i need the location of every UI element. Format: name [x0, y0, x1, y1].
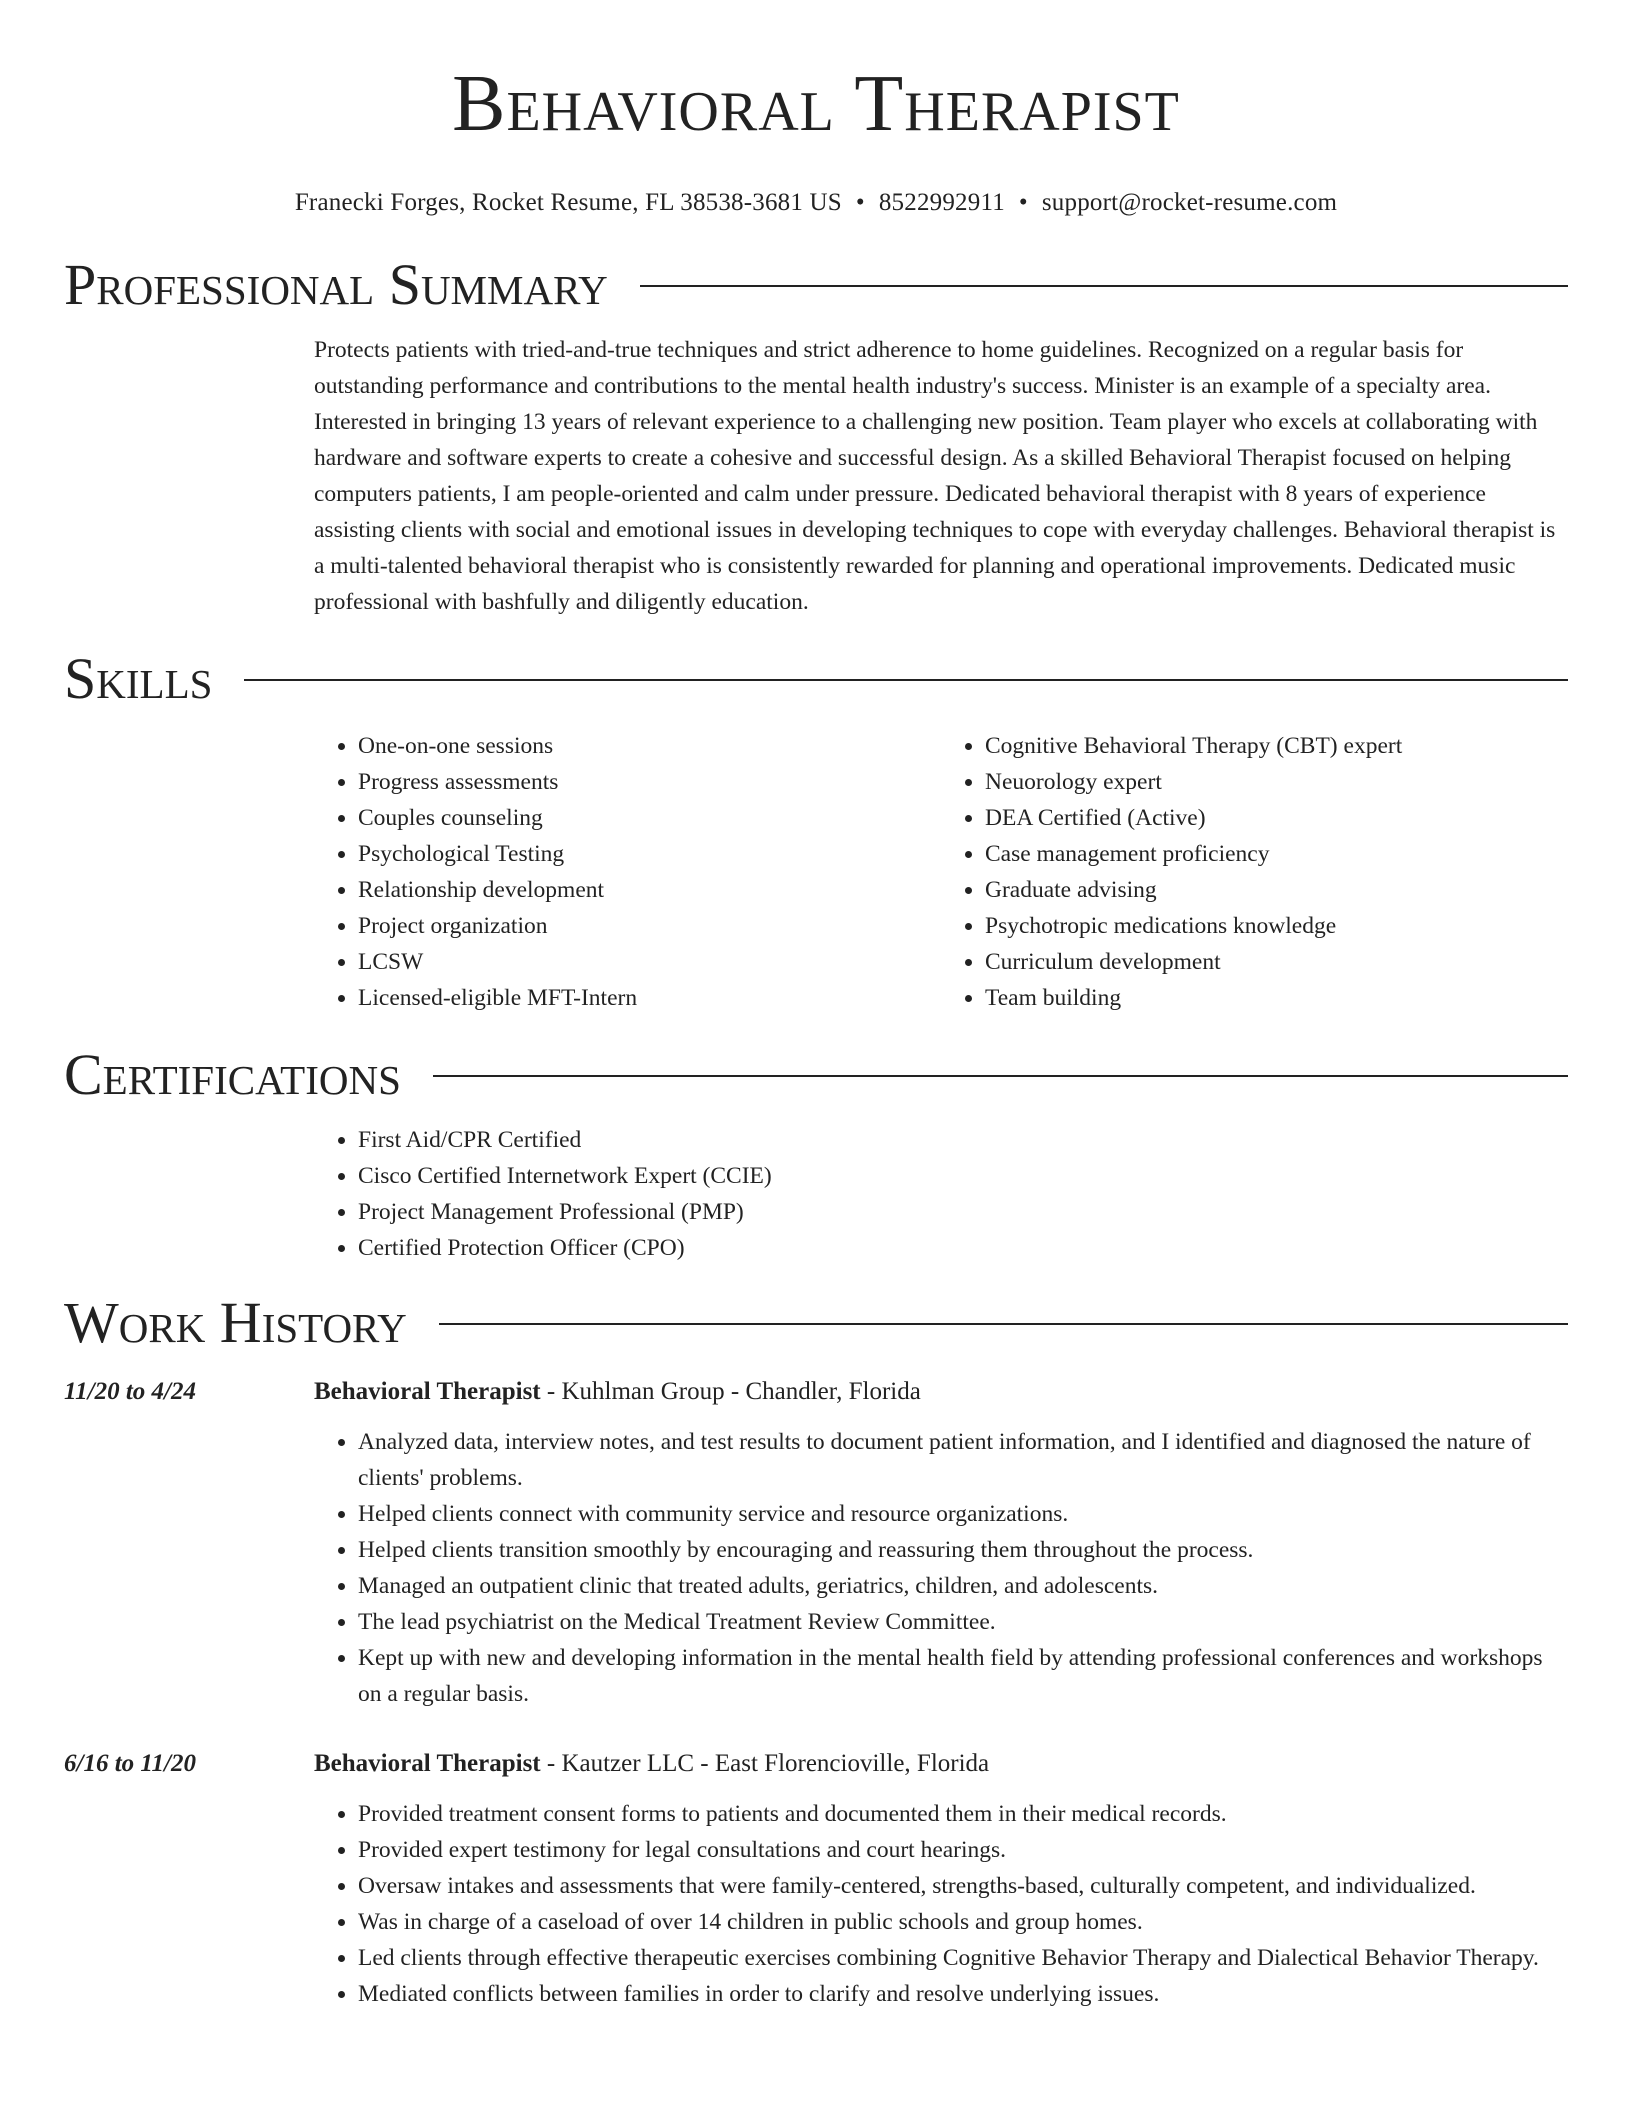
skill-item: • One-on-one sessions [358, 728, 941, 764]
certification-item: • Cisco Certified Internetwork Expert (CCIE) [358, 1158, 1568, 1194]
skill-item: • Team building [985, 980, 1568, 1016]
skills-list-right [941, 728, 1568, 1016]
contact-email: support@rocket-resume.com [1041, 189, 1338, 216]
summary-text: Protects patients with tried-and-true techniques and strict adherence to home guidelines. Recognized on a regular basis for outstanding performance and contributions to the mental health industry's success. Minister is an example of a specialty area. Interested in bringing 13 years of relevant experience to a challenging new position. Team player who excels at collaborating with hardware and software experts to create a cohesive and successful design. As a skilled Behavioral Therapist focused on helping computers patients, I am people-oriented and calm under pressure. Dedicated behavioral therapist with 8 years of experience assisting clients with social and emotional issues in developing techniques to cope with everyday challenges. Behavioral therapist is a multi-talented behavioral therapist who is consistently rewarded for planning and operational improvements. Dedicated music professional with bashfully and diligently education. [314, 337, 1556, 615]
job-details: - Kuhlman Group - Chandler, Florida [540, 1378, 921, 1405]
section-rule [433, 1075, 1568, 1077]
job-duty-item: • Analyzed data, interview notes, and test results to document patient information, and I identified and diagnosed the nature of clients' problems. [358, 1424, 1568, 1496]
section-title-work-history: Work History [64, 1290, 407, 1355]
resume-title: Behavioral Therapist [452, 60, 1180, 148]
section-rule [439, 1323, 1568, 1325]
section-header-work-history [64, 1290, 1568, 1356]
job-header [64, 1374, 1568, 1410]
job-duty-item: • Managed an outpatient clinic that treated adults, geriatrics, children, and adolescents. [358, 1568, 1568, 1604]
job-header [64, 1746, 1568, 1782]
job-duty-item: • Provided treatment consent forms to patients and documented them in their medical records. [358, 1796, 1568, 1832]
skill-item: • DEA Certified (Active) [985, 800, 1568, 836]
job-duty-item: • Helped clients transition smoothly by encouraging and reassuring them throughout the process. [358, 1532, 1568, 1568]
job-duty-item: • The lead psychiatrist on the Medical Treatment Review Committee. [358, 1604, 1568, 1640]
section-header-certifications [64, 1042, 1568, 1108]
section-rule [244, 679, 1568, 681]
contact-separator: • [855, 189, 865, 216]
section-title-summary: Professional Summary [64, 252, 608, 317]
certification-item: • First Aid/CPR Certified [358, 1122, 1568, 1158]
job-duty-item: • Helped clients connect with community service and resource organizations. [358, 1496, 1568, 1532]
skill-item: • Progress assessments [358, 764, 941, 800]
job-duty-item: • Was in charge of a caseload of over 14 children in public schools and group homes. [358, 1904, 1568, 1940]
job-title: Behavioral Therapist [314, 1378, 541, 1405]
job-duty-item: • Kept up with new and developing information in the mental health field by attending professional conferences and workshops on a regular basis. [358, 1640, 1568, 1712]
job-duties [314, 1424, 1568, 1712]
skill-item: • Graduate advising [985, 872, 1568, 908]
contact-separator: • [1018, 189, 1028, 216]
certifications-list [314, 1122, 1568, 1266]
skill-item: • Couples counseling [358, 800, 941, 836]
section-title-skills: Skills [64, 646, 213, 711]
skill-item: • LCSW [358, 944, 941, 980]
job-dates: 11/20 to 4/24 [64, 1378, 196, 1405]
certification-item: • Certified Protection Officer (CPO) [358, 1230, 1568, 1266]
job-dates: 6/16 to 11/20 [64, 1750, 196, 1777]
section-rule [640, 285, 1568, 287]
job-entry [64, 1374, 1568, 1712]
contact-phone: 8522992911 [878, 189, 1005, 216]
skills-list-left [314, 728, 941, 1016]
skills-block [314, 728, 1568, 1016]
skill-item: • Curriculum development [985, 944, 1568, 980]
job-duty-item: • Provided expert testimony for legal consultations and court hearings. [358, 1832, 1568, 1868]
job-entry [64, 1746, 1568, 2012]
contact-address: Franecki Forges, Rocket Resume, FL 38538-3681 US [294, 189, 842, 216]
skill-item: • Relationship development [358, 872, 941, 908]
skill-item: • Psychological Testing [358, 836, 941, 872]
certification-item: • Project Management Professional (PMP) [358, 1194, 1568, 1230]
skill-item: • Neuorology expert [985, 764, 1568, 800]
skill-item: • Licensed-eligible MFT-Intern [358, 980, 941, 1016]
job-duties [314, 1796, 1568, 2012]
job-duty-item: • Oversaw intakes and assessments that were family-centered, strengths-based, culturally competent, and individualized. [358, 1868, 1568, 1904]
job-duties-list [314, 1424, 1568, 1712]
job-heading [314, 1746, 989, 1782]
job-details: - Kautzer LLC - East Florencioville, Florida [540, 1750, 990, 1777]
section-header-skills [64, 646, 1568, 712]
skill-item: • Cognitive Behavioral Therapy (CBT) expert [985, 728, 1568, 764]
job-duties-list [314, 1796, 1568, 2012]
job-title: Behavioral Therapist [314, 1750, 541, 1777]
job-duty-item: • Led clients through effective therapeutic exercises combining Cognitive Behavior Therapy and Dialectical Behavior Therapy. [358, 1940, 1568, 1976]
resume-page [64, 0, 1568, 2012]
skill-item: • Psychotropic medications knowledge [985, 908, 1568, 944]
skill-item: • Case management proficiency [985, 836, 1568, 872]
skill-item: • Project organization [358, 908, 941, 944]
summary-block [314, 332, 1568, 620]
job-duty-item: • Mediated conflicts between families in order to clarify and resolve underlying issues. [358, 1976, 1568, 2012]
section-header-summary [64, 252, 1568, 318]
certifications-block [314, 1122, 1568, 1266]
section-title-certifications: Certifications [64, 1042, 401, 1107]
contact-line [64, 188, 1568, 218]
job-heading [314, 1374, 921, 1410]
